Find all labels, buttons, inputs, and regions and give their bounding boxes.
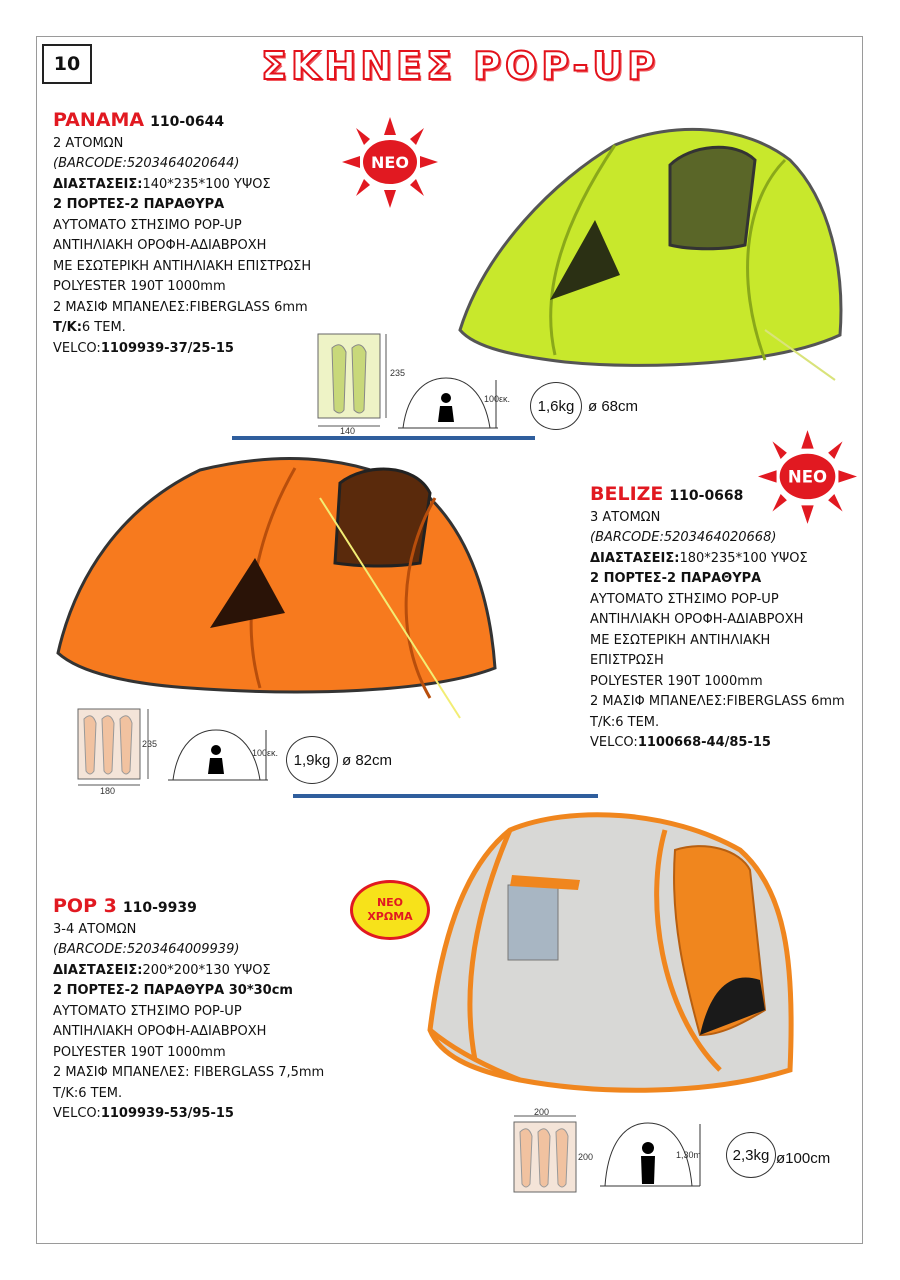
product-code: 110-9939: [122, 900, 197, 916]
desc-line: ΑΝΤΙΗΛΙΑΚΗ ΟΡΟΦΗ-ΑΔΙΑΒΡΟΧΗ: [590, 612, 804, 627]
dims-value: 140*235*100 ΥΨΟΣ: [142, 176, 271, 192]
weight-oval-belize: [286, 736, 338, 784]
product-belize: [590, 484, 845, 754]
desc-line: 2 ΜΑΣΙΦ ΜΠΑΝΕΛΕΣ:FIBERGLASS 6mm: [53, 299, 308, 315]
desc-line: 2 ΜΑΣΙΦ ΜΠΑΝΕΛΕΣ:FIBERGLASS 6mm: [590, 694, 845, 709]
desc-line: ΜΕ ΕΣΩΤΕΡΙΚΗ ΑΝΤΙΗΛΙΑΚΗ ΕΠΙΣΤΡΩΣΗ: [53, 258, 312, 274]
desc-line: POLYESTER 190T 1000mm: [53, 1044, 226, 1060]
velco-label: VELCO:: [53, 1106, 101, 1121]
tent-belize-image: [50, 448, 505, 723]
doors-windows: 2 ΠΟΡΤΕΣ-2 ΠΑΡΑΘΥΡΑ: [53, 197, 225, 212]
width-label: 180: [100, 786, 116, 796]
velco-label: VELCO:: [590, 735, 638, 750]
height-label: 100εκ.: [484, 394, 511, 404]
dims-value: 200*200*130 ΥΨΟΣ: [142, 962, 271, 978]
tk-label: Τ/Κ:: [53, 1085, 79, 1101]
length-label: 235: [142, 739, 158, 749]
weight-oval-pop3: [726, 1132, 776, 1178]
desc-line: ΜΕ ΕΣΩΤΕΡΙΚΗ ΑΝΤΙΗΛΙΑΚΗ: [590, 632, 771, 648]
dims-value: 180*235*100 ΥΨΟΣ: [679, 550, 808, 566]
neo-label: ΝΕΟ: [371, 153, 409, 172]
diameter-value: ø 82cm: [342, 752, 393, 769]
weight-oval-panama: [530, 382, 582, 430]
divider: [293, 794, 598, 798]
neo-color-line1: ΝΕΟ: [376, 896, 404, 909]
height-label: 100εκ.: [252, 748, 279, 758]
dims-label: ΔΙΑΣΤΑΣΕΙΣ:: [590, 550, 680, 566]
weight-value: 1,6kg: [537, 397, 575, 415]
length-label: 200: [578, 1152, 594, 1162]
desc-line: 2 ΜΑΣΙΦ ΜΠΑΝΕΛΕΣ: FIBERGLASS 7,5mm: [53, 1065, 325, 1080]
desc-line: POLYESTER 190T 1000mm: [53, 279, 226, 294]
desc-line: ΑΥΤΟΜΑΤΟ ΣΤΗΣΙΜΟ POP-UP: [53, 1003, 242, 1019]
velco-value: 1109939-37/25-15: [100, 340, 234, 356]
product-pop3: [53, 896, 324, 1125]
diameter-value: ø100cm: [776, 1150, 831, 1167]
product-name: POP 3: [53, 895, 117, 917]
height-diagram-pop3: [600, 1118, 725, 1190]
neo-label: ΝΕΟ: [787, 467, 828, 487]
height-diagram-belize: [168, 722, 283, 784]
desc-line: ΑΝΤΙΗΛΙΑΚΗ ΟΡΟΦΗ-ΑΔΙΑΒΡΟΧΗ: [53, 1024, 267, 1039]
doors-windows: 2 ΠΟΡΤΕΣ-2 ΠΑΡΑΘΥΡΑ: [590, 571, 762, 586]
dims-label: ΔΙΑΣΤΑΣΕΙΣ:: [53, 962, 143, 978]
product-code: 110-0644: [150, 114, 225, 130]
floor-plan-pop3: [508, 1107, 598, 1195]
weight-value: 1,9kg: [293, 751, 331, 769]
height-label: 1,30m: [676, 1150, 702, 1160]
desc-line: ΑΝΤΙΗΛΙΑΚΗ ΟΡΟΦΗ-ΑΔΙΑΒΡΟΧΗ: [53, 238, 267, 253]
velco-value: 1109939-53/95-15: [100, 1106, 234, 1121]
floor-plan-panama: [310, 330, 406, 436]
doors-windows: 2 ΠΟΡΤΕΣ-2 ΠΑΡΑΘΥΡΑ 30*30cm: [53, 983, 293, 998]
product-name: PANAMA: [53, 109, 145, 131]
persons: 2 ΑΤΟΜΩΝ: [53, 135, 124, 151]
velco-label: VELCO:: [53, 340, 101, 356]
desc-line: POLYESTER 190T 1000mm: [590, 673, 763, 689]
barcode: (BARCODE:5203464020668): [590, 530, 777, 545]
barcode: (BARCODE:5203464009939): [53, 942, 240, 957]
tk-value: 6 ΤΕΜ.: [615, 714, 660, 730]
persons: 3-4 ΑΤΟΜΩΝ: [53, 921, 137, 937]
floor-plan-belize: [72, 705, 167, 795]
width-label: 140: [340, 426, 356, 436]
persons: 3 ΑΤΟΜΩΝ: [590, 509, 661, 525]
product-code: 110-0668: [669, 488, 744, 504]
tk-value: 6 ΤΕΜ.: [81, 320, 126, 335]
desc-line: ΑΥΤΟΜΑΤΟ ΣΤΗΣΙΜΟ POP-UP: [590, 591, 779, 607]
tk-label: Τ/Κ:: [53, 320, 82, 335]
dims-label: ΔΙΑΣΤΑΣΕΙΣ:: [53, 176, 143, 192]
velco-value: 1100668-44/85-15: [637, 735, 771, 750]
barcode: (BARCODE:5203464020644): [53, 156, 240, 171]
desc-line: ΑΥΤΟΜΑΤΟ ΣΤΗΣΙΜΟ POP-UP: [53, 217, 242, 233]
new-color-badge: [350, 880, 430, 940]
desc-line: ΕΠΙΣΤΡΩΣΗ: [590, 653, 664, 668]
product-panama: [53, 110, 311, 359]
divider: [232, 436, 535, 440]
weight-value: 2,3kg: [732, 1146, 770, 1164]
width-label: 200: [534, 1107, 550, 1117]
neo-sun-badge: [340, 115, 440, 210]
tent-pop3-image: [420, 810, 810, 1110]
neo-color-line2: ΧΡΩΜΑ: [367, 910, 413, 923]
diameter-value: ø 68cm: [588, 398, 639, 415]
page-title: ΣΚΗΝΕΣ POP-UP: [261, 44, 659, 88]
tk-value: 6 ΤΕΜ.: [78, 1085, 123, 1101]
height-diagram-panama: [398, 370, 518, 432]
product-name: BELIZE: [590, 483, 664, 505]
page-number: 10: [42, 44, 92, 84]
tk-label: Τ/Κ:: [590, 714, 616, 730]
tent-panama-image: [445, 100, 855, 390]
length-label: 235: [390, 368, 406, 378]
